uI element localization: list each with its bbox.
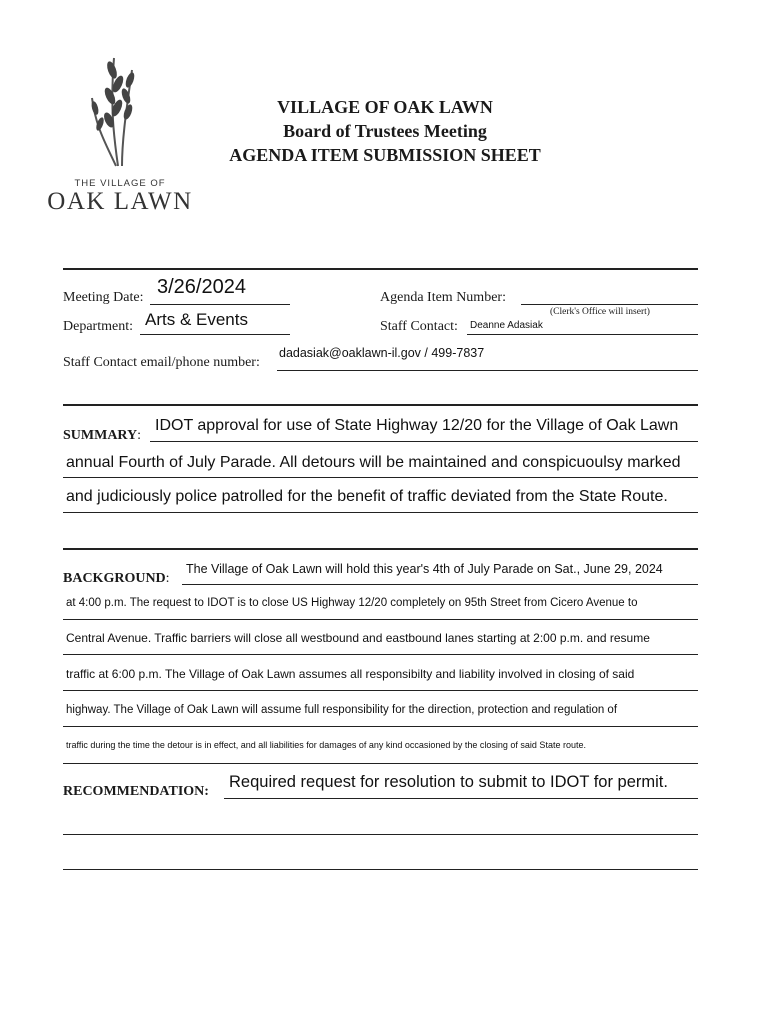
department-underline xyxy=(140,334,290,335)
background-underline-6 xyxy=(63,763,698,764)
recommendation-underline xyxy=(224,798,698,799)
background-label xyxy=(63,571,170,587)
summary-colon: : xyxy=(137,428,142,443)
village-logo xyxy=(40,48,200,218)
wheat-grass-icon xyxy=(40,48,200,178)
meeting-date-field[interactable]: 3/26/2024 xyxy=(157,276,246,298)
summary-line-1[interactable]: IDOT approval for use of State Highway 12/20 for the Village of Oak Lawn xyxy=(155,417,679,434)
recommendation-extra-line-2 xyxy=(63,869,698,870)
department-field[interactable]: Arts & Events xyxy=(145,310,248,329)
background-line-4[interactable]: traffic at 6:00 p.m. The Village of Oak Lawn assumes all responsibilty and liability involved in closing of said xyxy=(66,667,635,681)
email-phone-label: Staff Contact email/phone number: xyxy=(63,355,260,370)
background-line-3[interactable]: Central Avenue. Traffic barriers will close all westbound and eastbound lanes starting at 2:00 p.m. and resume xyxy=(66,631,650,645)
summary-underline-1 xyxy=(150,441,698,442)
background-underline-2 xyxy=(63,619,698,620)
recommendation-label: RECOMMENDATION: xyxy=(63,784,209,799)
summary-line-2[interactable]: annual Fourth of July Parade. All detours will be maintained and conspicuoulsy marked xyxy=(66,454,681,471)
logo-text-top: THE VILLAGE OF xyxy=(74,178,166,189)
clerk-note: (Clerk's Office will insert) xyxy=(550,307,650,317)
staff-contact-label: Staff Contact: xyxy=(380,319,458,334)
summary-underline-2 xyxy=(63,477,698,478)
agenda-item-field[interactable] xyxy=(525,286,695,302)
recommendation-field[interactable]: Required request for resolution to submit to IDOT for permit. xyxy=(229,773,668,791)
header-subtitle: Board of Trustees Meeting xyxy=(283,121,487,141)
email-phone-field[interactable]: dadasiak@oaklawn-il.gov / 499-7837 xyxy=(279,346,485,360)
background-line-6[interactable]: traffic during the time the detour is in effect, and all liabilities for damages of any kind occasioned by the closing of said State route. xyxy=(66,740,586,750)
background-line-2[interactable]: at 4:00 p.m. The request to IDOT is to close US Highway 12/20 completely on 95th Street from Cicero Avenue to xyxy=(66,597,638,609)
agenda-item-label: Agenda Item Number: xyxy=(380,290,506,305)
staff-contact-field[interactable]: Deanne Adasiak xyxy=(470,320,543,331)
header-title: VILLAGE OF OAK LAWN xyxy=(277,97,493,117)
meeting-date-underline xyxy=(150,304,290,305)
background-line-5[interactable]: highway. The Village of Oak Lawn will assume full responsibility for the direction, protection and regulation of xyxy=(66,704,618,716)
email-phone-underline xyxy=(277,370,698,371)
background-underline-5 xyxy=(63,726,698,727)
meeting-date-label: Meeting Date: xyxy=(63,290,144,305)
summary-label-text: SUMMARY xyxy=(63,428,138,443)
background-underline-1 xyxy=(182,584,698,585)
recommendation-extra-line-1 xyxy=(63,834,698,835)
summary-line-3[interactable]: and judiciously police patrolled for the benefit of traffic deviated from the State Route. xyxy=(66,488,668,505)
staff-contact-underline xyxy=(467,334,698,335)
header-form-title: AGENDA ITEM SUBMISSION SHEET xyxy=(229,145,541,165)
logo-text-main: OAK LAWN xyxy=(47,188,193,215)
background-line-1[interactable]: The Village of Oak Lawn will hold this year's 4th of July Parade on Sat., June 29, 2024 xyxy=(186,562,663,576)
divider-top xyxy=(63,268,698,270)
agenda-item-underline xyxy=(521,304,698,305)
background-underline-3 xyxy=(63,654,698,655)
divider-summary xyxy=(63,404,698,406)
department-label: Department: xyxy=(63,319,133,334)
background-label-text: BACKGROUND xyxy=(63,571,166,586)
background-underline-4 xyxy=(63,690,698,691)
summary-label xyxy=(63,428,141,444)
background-colon: : xyxy=(165,571,170,586)
divider-background xyxy=(63,548,698,550)
summary-underline-3 xyxy=(63,512,698,513)
